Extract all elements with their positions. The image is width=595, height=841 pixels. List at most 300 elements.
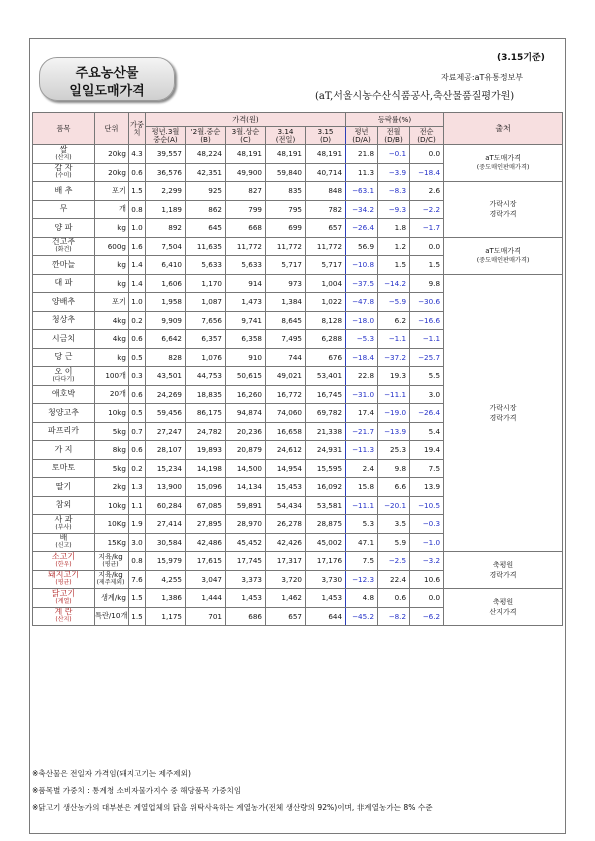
rate-avg-cell: 11.3 (346, 163, 378, 182)
price-avg-cell: 828 (146, 348, 186, 367)
item-name-cell (33, 552, 95, 571)
weight-cell: 0.6 (129, 163, 146, 182)
source-line2: 산지가격 (489, 608, 517, 616)
item-grade: (평균) (55, 579, 72, 587)
item-name: 감 자 (54, 163, 73, 173)
rate-period-cell: 0.0 (410, 237, 444, 256)
price-prev-month-cell: 1,170 (186, 274, 226, 293)
rate-avg-cell: 22.8 (346, 367, 378, 386)
rate-period-cell: 0.0 (410, 145, 444, 164)
price-yesterday-cell: 3,720 (266, 570, 306, 589)
source-cell (444, 552, 563, 589)
price-today-cell: 17,176 (306, 552, 346, 571)
header-prev-month: '2월.중순 (B) (186, 127, 226, 145)
price-early-month-cell: 17,745 (226, 552, 266, 571)
header-avg: 평년.3월 중순(A) (146, 127, 186, 145)
rate-period-cell: 10.6 (410, 570, 444, 589)
item-grade: (다다기) (52, 375, 75, 383)
item-name: 딸기 (55, 481, 72, 491)
header-early-month: 3월.상순 (C) (226, 127, 266, 145)
rate-avg-cell: −18.4 (346, 348, 378, 367)
price-prev-month-cell: 48,224 (186, 145, 226, 164)
rate-period-cell: 3.0 (410, 385, 444, 404)
item-name-cell (33, 459, 95, 478)
rate-month-cell: −5.9 (378, 293, 410, 312)
item-name: 참외 (55, 500, 72, 510)
price-early-month-cell: 914 (226, 274, 266, 293)
source-cell (444, 589, 563, 626)
unit-sub: (평균) (102, 560, 119, 568)
price-prev-month-cell: 86,175 (186, 404, 226, 423)
rate-avg-cell: 17.4 (346, 404, 378, 423)
rate-period-cell: −2.2 (410, 200, 444, 219)
rate-avg-cell: −63.1 (346, 182, 378, 201)
unit-cell: 2kg (95, 478, 129, 497)
rate-avg-cell: −10.8 (346, 256, 378, 275)
rate-period-cell: 0.0 (410, 589, 444, 608)
price-prev-month-cell: 1,087 (186, 293, 226, 312)
item-name-cell (33, 441, 95, 460)
rate-month-cell: −20.1 (378, 496, 410, 515)
weight-cell: 0.8 (129, 552, 146, 571)
unit-cell: 5kg (95, 422, 129, 441)
price-early-month-cell: 9,741 (226, 311, 266, 330)
item-name: 대 파 (54, 278, 73, 288)
source-line2: 경락가격 (489, 413, 517, 422)
rate-period-cell: −0.3 (410, 515, 444, 534)
price-today-cell: 53,401 (306, 367, 346, 386)
rate-period-cell: −16.6 (410, 311, 444, 330)
unit-cell: 특란/10개 (95, 607, 129, 626)
rate-month-cell: −0.1 (378, 145, 410, 164)
item-grade: (한우) (55, 560, 72, 568)
price-today-cell: 6,288 (306, 330, 346, 349)
price-early-month-cell: 16,260 (226, 385, 266, 404)
header-rate-group: 등락률(%) (346, 113, 444, 127)
item-name-cell (33, 348, 95, 367)
price-avg-cell: 15,234 (146, 459, 186, 478)
unit-cell: kg (95, 274, 129, 293)
item-name-cell (33, 422, 95, 441)
item-name-cell (33, 145, 95, 164)
price-avg-cell: 43,501 (146, 367, 186, 386)
price-early-month-cell: 20,879 (226, 441, 266, 460)
page-title-line2: 일일도매가격 (69, 84, 145, 99)
rate-month-cell: −19.0 (378, 404, 410, 423)
unit-cell: kg (95, 348, 129, 367)
item-name: 소고기 (51, 551, 76, 561)
price-prev-month-cell: 44,753 (186, 367, 226, 386)
unit-cell: 600g (95, 237, 129, 256)
price-early-month-cell: 50,615 (226, 367, 266, 386)
footnote-weight: ※품목별 가중치 : 통계청 소비자물가지수 중 해당품목 가중치임 (32, 786, 242, 795)
weight-cell: 0.6 (129, 441, 146, 460)
price-avg-cell: 59,456 (146, 404, 186, 423)
price-yesterday-cell: 42,426 (266, 533, 306, 552)
price-early-month-cell: 5,633 (226, 256, 266, 275)
rate-avg-cell: −11.3 (346, 441, 378, 460)
price-early-month-cell: 94,874 (226, 404, 266, 423)
source-line1: 가락시장 (489, 200, 517, 209)
rate-month-cell: −1.1 (378, 330, 410, 349)
weight-cell: 1.6 (129, 237, 146, 256)
rate-avg-cell: 4.8 (346, 589, 378, 608)
item-grade: (수미) (55, 172, 72, 180)
rate-month-cell: −37.2 (378, 348, 410, 367)
price-today-cell: 69,782 (306, 404, 346, 423)
price-yesterday-cell: 15,453 (266, 478, 306, 497)
rate-period-cell: −25.7 (410, 348, 444, 367)
item-grade: (화건) (55, 246, 72, 254)
price-avg-cell: 1,958 (146, 293, 186, 312)
unit-cell: 20개 (95, 385, 129, 404)
price-prev-month-cell: 3,047 (186, 570, 226, 589)
price-yesterday-cell: 49,021 (266, 367, 306, 386)
price-avg-cell: 892 (146, 219, 186, 238)
unit-cell: 15Kg (95, 533, 129, 552)
weight-cell: 1.4 (129, 274, 146, 293)
price-avg-cell: 1,189 (146, 200, 186, 219)
rate-period-cell: 1.5 (410, 256, 444, 275)
weight-cell: 0.5 (129, 348, 146, 367)
table-row (33, 237, 563, 256)
table-header-row (33, 113, 563, 127)
price-prev-month-cell: 24,782 (186, 422, 226, 441)
price-today-cell: 1,004 (306, 274, 346, 293)
source-line2: 경락가격 (489, 210, 517, 219)
price-avg-cell: 4,255 (146, 570, 186, 589)
source-line1: 축평원 (492, 598, 514, 606)
price-early-month-cell: 668 (226, 219, 266, 238)
item-name: 청양고추 (48, 407, 79, 417)
rate-avg-cell: 47.1 (346, 533, 378, 552)
price-yesterday-cell: 5,717 (266, 256, 306, 275)
item-name-cell (33, 385, 95, 404)
price-today-cell: 16,745 (306, 385, 346, 404)
rate-period-cell: 13.9 (410, 478, 444, 497)
item-name: 오 이 (54, 366, 73, 376)
price-yesterday-cell: 16,772 (266, 385, 306, 404)
price-yesterday-cell: 1,384 (266, 293, 306, 312)
item-name: 가 지 (54, 444, 73, 454)
rate-month-cell: 6.6 (378, 478, 410, 497)
price-early-month-cell: 45,452 (226, 533, 266, 552)
price-today-cell: 1,453 (306, 589, 346, 608)
price-today-cell: 3,730 (306, 570, 346, 589)
rate-month-cell: 5.9 (378, 533, 410, 552)
item-name: 배 추 (54, 185, 73, 195)
table-body (33, 145, 563, 626)
header-rate-avg: 평년 (D/A) (346, 127, 378, 145)
price-yesterday-cell: 24,612 (266, 441, 306, 460)
rate-month-cell: 9.8 (378, 459, 410, 478)
rate-period-cell: −3.2 (410, 552, 444, 571)
item-name: 건고추 (51, 237, 76, 247)
rate-avg-cell: −21.7 (346, 422, 378, 441)
price-prev-month-cell: 7,656 (186, 311, 226, 330)
item-name: 양배추 (51, 296, 76, 306)
unit-cell: 20kg (95, 145, 129, 164)
weight-cell: 0.6 (129, 385, 146, 404)
rate-period-cell: 7.5 (410, 459, 444, 478)
item-name: 사 과 (54, 514, 73, 524)
rate-avg-cell: 21.8 (346, 145, 378, 164)
date-badge: (3.15기준) (497, 53, 545, 63)
rate-avg-cell: 2.4 (346, 459, 378, 478)
rate-period-cell: −1.1 (410, 330, 444, 349)
source-line1: 가락시장 (489, 403, 517, 412)
rate-avg-cell: −26.4 (346, 219, 378, 238)
rate-month-cell: 1.2 (378, 237, 410, 256)
price-today-cell: 8,128 (306, 311, 346, 330)
price-prev-month-cell: 11,635 (186, 237, 226, 256)
rate-period-cell: 5.4 (410, 422, 444, 441)
price-yesterday-cell: 8,645 (266, 311, 306, 330)
rate-period-cell: −1.7 (410, 219, 444, 238)
data-sources: (aT,서울시농수산식품공사,축산물품질평가원) (315, 91, 515, 102)
header-item: 품목 (33, 113, 95, 145)
rate-avg-cell: −37.5 (346, 274, 378, 293)
price-prev-month-cell: 15,096 (186, 478, 226, 497)
rate-period-cell: 5.5 (410, 367, 444, 386)
source-line2: (중도매인판매가격) (476, 256, 530, 264)
table-row (33, 552, 563, 571)
weight-cell: 1.3 (129, 478, 146, 497)
rate-avg-cell: 15.8 (346, 478, 378, 497)
rate-month-cell: 1.5 (378, 256, 410, 275)
price-yesterday-cell: 744 (266, 348, 306, 367)
unit-cell: 4kg (95, 330, 129, 349)
price-table (32, 112, 563, 626)
item-grade: (산지) (55, 616, 72, 624)
item-name: 당 근 (54, 352, 73, 362)
weight-cell: 0.7 (129, 422, 146, 441)
weight-cell: 3.0 (129, 533, 146, 552)
rate-month-cell: 0.6 (378, 589, 410, 608)
weight-cell: 1.0 (129, 219, 146, 238)
price-early-month-cell: 59,891 (226, 496, 266, 515)
rate-period-cell: −30.6 (410, 293, 444, 312)
rate-month-cell: −8.3 (378, 182, 410, 201)
item-name: 배 (59, 533, 68, 543)
item-name: 깐마늘 (51, 259, 76, 269)
price-prev-month-cell: 1,444 (186, 589, 226, 608)
price-prev-month-cell: 27,895 (186, 515, 226, 534)
rate-avg-cell: −11.1 (346, 496, 378, 515)
rate-avg-cell: −47.8 (346, 293, 378, 312)
item-grade: (부사) (55, 523, 72, 531)
weight-cell: 1.9 (129, 515, 146, 534)
price-early-month-cell: 6,358 (226, 330, 266, 349)
price-today-cell: 5,717 (306, 256, 346, 275)
price-prev-month-cell: 18,835 (186, 385, 226, 404)
source-cell (444, 274, 563, 552)
rate-month-cell: 22.4 (378, 570, 410, 589)
price-avg-cell: 9,909 (146, 311, 186, 330)
footnote-chicken: ※닭고기 생산농가의 대부분은 계열업체의 닭을 위탁사육하는 계열농가(전체 생산량의 92%)이며, 非계열농가는 8% 수준 (32, 803, 433, 812)
item-name-cell (33, 589, 95, 608)
price-early-month-cell: 799 (226, 200, 266, 219)
rate-month-cell: 6.2 (378, 311, 410, 330)
weight-cell: 1.5 (129, 607, 146, 626)
item-name: 파프리카 (48, 426, 79, 436)
rate-period-cell: 19.4 (410, 441, 444, 460)
source-cell (444, 182, 563, 238)
price-early-month-cell: 14,500 (226, 459, 266, 478)
price-prev-month-cell: 1,076 (186, 348, 226, 367)
item-name-cell (33, 607, 95, 626)
price-avg-cell: 13,900 (146, 478, 186, 497)
item-name: 쌀 (59, 144, 68, 154)
unit-cell: 10Kg (95, 515, 129, 534)
price-prev-month-cell: 701 (186, 607, 226, 626)
price-avg-cell: 36,576 (146, 163, 186, 182)
price-today-cell: 53,581 (306, 496, 346, 515)
price-today-cell: 28,875 (306, 515, 346, 534)
item-name-cell (33, 163, 95, 182)
unit-cell (95, 570, 129, 589)
price-early-month-cell: 28,970 (226, 515, 266, 534)
weight-cell: 1.0 (129, 293, 146, 312)
source-cell (444, 237, 563, 274)
price-prev-month-cell: 645 (186, 219, 226, 238)
price-early-month-cell: 11,772 (226, 237, 266, 256)
item-name-cell (33, 478, 95, 497)
price-prev-month-cell: 17,615 (186, 552, 226, 571)
unit-cell: 포기 (95, 293, 129, 312)
unit-cell (95, 552, 129, 571)
item-grade: (산지) (55, 153, 72, 161)
header-weight: 가중치 (129, 113, 146, 145)
item-grade: (계열) (55, 597, 72, 605)
item-name: 양 파 (54, 222, 73, 232)
weight-cell: 1.4 (129, 256, 146, 275)
price-today-cell: 657 (306, 219, 346, 238)
item-name-cell (33, 200, 95, 219)
price-prev-month-cell: 6,357 (186, 330, 226, 349)
price-early-month-cell: 910 (226, 348, 266, 367)
price-today-cell: 782 (306, 200, 346, 219)
price-avg-cell: 27,247 (146, 422, 186, 441)
rate-avg-cell: −5.3 (346, 330, 378, 349)
price-today-cell: 40,714 (306, 163, 346, 182)
item-name: 토마토 (51, 463, 76, 473)
price-today-cell: 45,002 (306, 533, 346, 552)
price-today-cell: 11,772 (306, 237, 346, 256)
price-avg-cell: 2,299 (146, 182, 186, 201)
rate-period-cell: −18.4 (410, 163, 444, 182)
weight-cell: 1.5 (129, 182, 146, 201)
price-yesterday-cell: 11,772 (266, 237, 306, 256)
header-price-group: 가격(원) (146, 113, 346, 127)
source-line1: aT도매가격 (485, 154, 521, 162)
item-name-cell (33, 570, 95, 589)
unit-cell: 생계/kg (95, 589, 129, 608)
item-grade: (신고) (55, 542, 72, 550)
item-name-cell (33, 404, 95, 423)
item-name-cell (33, 274, 95, 293)
price-yesterday-cell: 48,191 (266, 145, 306, 164)
rate-avg-cell: −34.2 (346, 200, 378, 219)
price-prev-month-cell: 925 (186, 182, 226, 201)
rate-month-cell: −2.5 (378, 552, 410, 571)
price-avg-cell: 39,557 (146, 145, 186, 164)
weight-cell: 0.5 (129, 404, 146, 423)
item-name-cell (33, 256, 95, 275)
price-prev-month-cell: 862 (186, 200, 226, 219)
item-name-cell (33, 182, 95, 201)
price-yesterday-cell: 835 (266, 182, 306, 201)
rate-avg-cell: −31.0 (346, 385, 378, 404)
rate-month-cell: −8.2 (378, 607, 410, 626)
price-avg-cell: 24,269 (146, 385, 186, 404)
footnote-livestock: ※축산물은 전일자 가격임(돼지고기는 제주제외) (32, 769, 191, 778)
price-prev-month-cell: 14,198 (186, 459, 226, 478)
price-early-month-cell: 3,373 (226, 570, 266, 589)
rate-avg-cell: −12.3 (346, 570, 378, 589)
price-today-cell: 848 (306, 182, 346, 201)
price-early-month-cell: 48,191 (226, 145, 266, 164)
price-yesterday-cell: 54,434 (266, 496, 306, 515)
unit-value: 지육/kg (98, 552, 123, 561)
price-avg-cell: 7,504 (146, 237, 186, 256)
price-yesterday-cell: 795 (266, 200, 306, 219)
price-yesterday-cell: 657 (266, 607, 306, 626)
price-early-month-cell: 1,473 (226, 293, 266, 312)
price-today-cell: 15,595 (306, 459, 346, 478)
weight-cell: 1.5 (129, 589, 146, 608)
unit-cell: 4kg (95, 311, 129, 330)
unit-cell: 10kg (95, 404, 129, 423)
price-early-month-cell: 20,236 (226, 422, 266, 441)
unit-cell: 20kg (95, 163, 129, 182)
price-avg-cell: 1,386 (146, 589, 186, 608)
header-yesterday: 3.14 (전일) (266, 127, 306, 145)
price-early-month-cell: 49,900 (226, 163, 266, 182)
item-name-cell (33, 533, 95, 552)
rate-month-cell: 3.5 (378, 515, 410, 534)
rate-period-cell: −26.4 (410, 404, 444, 423)
rate-month-cell: −11.1 (378, 385, 410, 404)
price-avg-cell: 6,410 (146, 256, 186, 275)
item-name: 애호박 (51, 389, 76, 399)
rate-month-cell: −9.3 (378, 200, 410, 219)
item-name: 청상추 (51, 315, 76, 325)
price-avg-cell: 1,175 (146, 607, 186, 626)
weight-cell: 0.3 (129, 367, 146, 386)
item-name-cell (33, 311, 95, 330)
rate-avg-cell: 7.5 (346, 552, 378, 571)
price-avg-cell: 28,107 (146, 441, 186, 460)
rate-avg-cell: 5.3 (346, 515, 378, 534)
price-yesterday-cell: 74,060 (266, 404, 306, 423)
price-yesterday-cell: 973 (266, 274, 306, 293)
header-rate-period: 전순 (D/C) (410, 127, 444, 145)
page-title-line1: 주요농산물 (75, 66, 139, 81)
item-name-cell (33, 330, 95, 349)
unit-cell: 포기 (95, 182, 129, 201)
unit-cell: kg (95, 256, 129, 275)
price-prev-month-cell: 67,085 (186, 496, 226, 515)
price-yesterday-cell: 14,954 (266, 459, 306, 478)
unit-cell: 5kg (95, 459, 129, 478)
header-unit: 단위 (95, 113, 129, 145)
weight-cell: 0.8 (129, 200, 146, 219)
item-name-cell (33, 367, 95, 386)
rate-period-cell: −1.0 (410, 533, 444, 552)
table-row (33, 145, 563, 164)
unit-cell: 개 (95, 200, 129, 219)
